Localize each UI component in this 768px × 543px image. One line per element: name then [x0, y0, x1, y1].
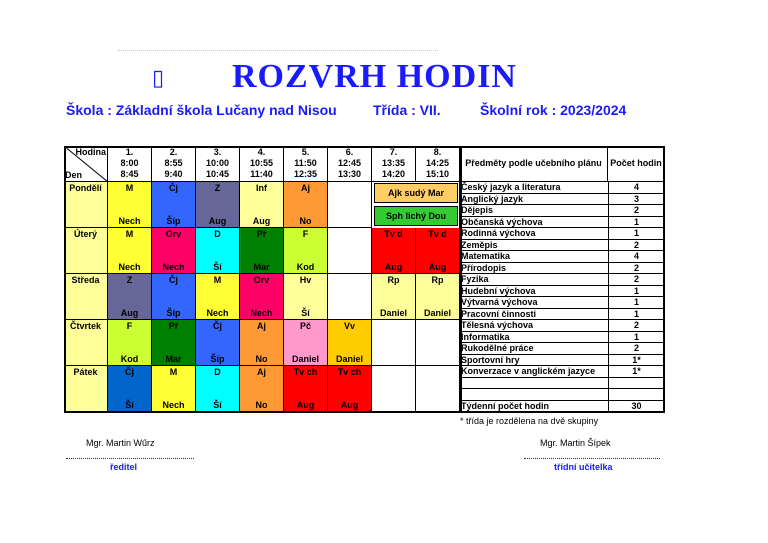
lesson-teacher: No — [255, 400, 268, 410]
plan-hours — [608, 378, 664, 389]
day-label: Středa — [64, 274, 108, 320]
lesson-teacher: Nech — [250, 308, 273, 318]
lesson-subject: Tv d — [428, 229, 447, 239]
lesson-teacher: No — [299, 216, 312, 226]
plan-row — [460, 240, 664, 252]
lesson-cell — [416, 228, 460, 274]
lesson-subject: Aj — [257, 367, 266, 377]
plan-row — [460, 251, 664, 263]
monday-group-lesson: Sph lichý Dou — [374, 206, 458, 226]
lesson-cell — [328, 366, 372, 412]
period-end: 9:40 — [164, 169, 183, 179]
period-start: 11:50 — [294, 158, 317, 168]
period-start: 8:00 — [120, 158, 139, 168]
lesson-teacher: Ší — [213, 262, 222, 272]
lesson-teacher: Nech — [118, 262, 141, 272]
plan-row — [460, 332, 664, 344]
plan-header-count: Počet hodin — [608, 146, 664, 182]
lesson-teacher: Aug — [384, 262, 403, 272]
plan-hours: 1 — [608, 332, 664, 343]
lesson-subject: Př — [256, 229, 267, 239]
lesson-cell — [196, 228, 240, 274]
lesson-subject: D — [214, 367, 221, 377]
lesson-subject: Tv ch — [337, 367, 362, 377]
plan-hours: 2 — [608, 205, 664, 216]
lesson-subject: M — [169, 367, 178, 377]
lesson-cell — [240, 228, 284, 274]
lesson-subject: F — [302, 229, 309, 239]
lesson-cell — [152, 228, 196, 274]
lesson-teacher: Šíp — [166, 216, 181, 226]
lesson-cell — [196, 274, 240, 320]
lesson-teacher: No — [255, 354, 268, 364]
period-header — [108, 146, 152, 182]
lesson-subject: Tv d — [384, 229, 403, 239]
plan-hours: 1* — [608, 366, 664, 377]
lesson-subject: M — [213, 275, 222, 285]
plan-row — [460, 320, 664, 332]
class-name: Třída : VII. — [373, 102, 441, 118]
lesson-teacher: Daniel — [423, 308, 451, 318]
lesson-teacher: Daniel — [379, 308, 407, 318]
period-start: 13:35 — [381, 158, 406, 168]
school-info — [66, 102, 746, 120]
monday-group-lesson: Ajk sudý Mar — [374, 183, 458, 203]
plan-subject: Informatika — [461, 331, 510, 342]
plan-subject: Pracovní činnosti — [461, 308, 537, 319]
plan-row — [460, 217, 664, 229]
plan-hours: 2 — [608, 343, 664, 354]
lesson-cell — [108, 182, 152, 228]
lesson-teacher: Aug — [340, 400, 359, 410]
plan-subject: Zeměpis — [461, 239, 498, 250]
plan-hours: 1 — [608, 228, 664, 239]
day-label: Čtvrtek — [64, 320, 108, 366]
period-end: 12:35 — [293, 169, 318, 179]
teacher-name: Mgr. Martin Šípek — [540, 438, 611, 448]
lesson-cell — [372, 274, 416, 320]
lesson-cell — [284, 182, 328, 228]
lesson-cell — [196, 366, 240, 412]
period-header — [152, 146, 196, 182]
lesson-subject: Čj — [169, 183, 178, 193]
plan-row — [460, 297, 664, 309]
period-header — [240, 146, 284, 182]
top-divider — [118, 50, 438, 51]
period-num: 1. — [125, 147, 134, 157]
lesson-cell — [196, 182, 240, 228]
lesson-teacher: Ší — [125, 400, 134, 410]
lesson-subject: Pč — [299, 321, 311, 331]
period-num: 7. — [389, 147, 398, 157]
plan-subject: Tělesná výchova — [461, 320, 534, 330]
plan-row — [460, 389, 664, 401]
lesson-cell — [152, 320, 196, 366]
lesson-teacher: Nech — [206, 308, 229, 318]
plan-hours: 4 — [608, 251, 664, 262]
plan-hours — [608, 389, 664, 400]
lesson-subject: M — [125, 229, 134, 239]
plan-row — [460, 343, 664, 355]
lesson-teacher: Mar — [253, 262, 270, 272]
period-end: 14:20 — [381, 169, 406, 179]
principal-role: ředitel — [110, 462, 138, 472]
plan-hours: 3 — [608, 194, 664, 205]
period-num: 3. — [213, 147, 222, 157]
period-num: 8. — [433, 147, 442, 157]
plan-hours: 2 — [608, 240, 664, 251]
lesson-cell — [240, 274, 284, 320]
lesson-teacher: Daniel — [335, 354, 363, 364]
lesson-teacher: Šíp — [166, 308, 181, 318]
plan-row — [460, 274, 664, 286]
principal-name: Mgr. Martin Wűrz — [86, 438, 155, 448]
plan-subject: Fyzika — [461, 274, 489, 284]
lesson-subject: Vv — [343, 321, 355, 331]
plan-subject: Rodinná výchova — [461, 228, 536, 238]
plan-hours: 2 — [608, 320, 664, 331]
plan-hours: 1 — [608, 286, 664, 297]
day-label: Pondělí — [64, 182, 108, 228]
lesson-cell — [240, 320, 284, 366]
plan-row — [460, 309, 664, 321]
placeholder-icon: ▯ — [152, 66, 165, 91]
lesson-cell — [416, 366, 460, 412]
period-end: 15:10 — [425, 169, 450, 179]
lesson-cell — [284, 366, 328, 412]
lesson-cell — [152, 182, 196, 228]
lesson-cell — [416, 320, 460, 366]
plan-subject: Anglický jazyk — [461, 193, 524, 204]
lesson-teacher: Nech — [162, 262, 185, 272]
corner-cell — [64, 146, 108, 182]
plan-row — [460, 205, 664, 217]
title-bar — [0, 58, 768, 98]
period-header — [328, 146, 372, 182]
footnote: * třída je rozdělena na dvě skupiny — [460, 416, 599, 426]
lesson-subject: Př — [168, 321, 179, 331]
period-end: 11:40 — [250, 169, 273, 179]
lesson-subject: F — [126, 321, 133, 331]
lesson-teacher: Ší — [213, 400, 222, 410]
period-header — [416, 146, 460, 182]
plan-hours: 1* — [608, 355, 664, 366]
plan-row — [460, 366, 664, 378]
lesson-subject: Rp — [387, 275, 400, 285]
lesson-subject: D — [214, 229, 221, 239]
plan-subject: Občanská výchova — [461, 216, 543, 227]
period-start: 8:55 — [164, 158, 183, 168]
lesson-teacher: Kod — [120, 354, 139, 364]
lesson-cell — [416, 274, 460, 320]
lesson-teacher: Aug — [428, 262, 447, 272]
lesson-subject: Z — [126, 275, 133, 285]
lesson-teacher: Aug — [208, 216, 227, 226]
plan-hours: 2 — [608, 274, 664, 285]
lesson-subject: Aj — [301, 183, 310, 193]
lesson-cell — [108, 366, 152, 412]
lesson-subject: Rp — [431, 275, 444, 285]
plan-row — [460, 378, 664, 390]
period-num: 6. — [345, 147, 354, 157]
plan-hours: 30 — [608, 401, 664, 412]
day-label: Úterý — [64, 228, 108, 274]
lesson-cell — [328, 182, 372, 228]
period-start: 10:55 — [249, 158, 274, 168]
lesson-cell — [284, 228, 328, 274]
lesson-cell — [152, 366, 196, 412]
lesson-teacher: Aug — [252, 216, 271, 226]
lesson-cell — [240, 182, 284, 228]
plan-subject: Český jazyk a literatura — [461, 182, 561, 192]
plan-hours: 4 — [608, 182, 664, 193]
plan-subject: Sportovní hry — [461, 354, 520, 365]
plan-subject: Matematika — [461, 251, 511, 261]
lesson-cell — [328, 228, 372, 274]
period-header — [196, 146, 240, 182]
day-label: Pátek — [64, 366, 108, 412]
lesson-subject: Z — [214, 183, 221, 193]
period-start: 14:25 — [425, 158, 450, 168]
period-end: 13:30 — [337, 169, 362, 179]
lesson-subject: Orv — [253, 275, 270, 285]
plan-header-subjects: Předměty podle učebního plánu — [460, 146, 608, 182]
plan-subject: Týdenní počet hodin — [461, 400, 549, 411]
plan-hours: 1 — [608, 297, 664, 308]
lesson-cell — [108, 274, 152, 320]
lesson-cell — [372, 320, 416, 366]
lesson-teacher: Šíp — [210, 354, 225, 364]
plan-subject: Přírodopis — [461, 262, 507, 273]
teacher-role: třídní učitelka — [554, 462, 613, 472]
period-start: 10:00 — [205, 158, 230, 168]
period-header — [372, 146, 416, 182]
school-year: Školní rok : 2023/2024 — [480, 102, 627, 118]
plan-subject: Hudební výchova — [461, 285, 536, 296]
corner-label-day: Den — [65, 170, 83, 180]
lesson-subject: Inf — [256, 183, 267, 193]
lesson-teacher: Daniel — [291, 354, 319, 364]
period-end: 8:45 — [120, 169, 139, 179]
lesson-cell — [372, 366, 416, 412]
lesson-subject: Aj — [257, 321, 266, 331]
lesson-subject: Tv ch — [293, 367, 318, 377]
page-title: ROZVRH HODIN — [232, 58, 517, 95]
plan-hours: 2 — [608, 263, 664, 274]
lesson-teacher: Nech — [118, 216, 141, 226]
plan-row — [460, 355, 664, 367]
corner-label-period: Hodina — [75, 147, 106, 157]
lesson-subject: Čj — [169, 275, 178, 285]
lesson-cell — [284, 274, 328, 320]
plan-subject: Výtvarná výchova — [461, 297, 538, 307]
lesson-teacher: Aug — [296, 400, 315, 410]
lesson-cell — [328, 320, 372, 366]
period-num: 2. — [169, 147, 178, 157]
lesson-teacher: Aug — [120, 308, 139, 318]
school-name: Škola : Základní škola Lučany nad Nisou — [66, 102, 337, 118]
plan-subject: Dějepis — [461, 205, 494, 215]
plan-subject: Rukodělné práce — [461, 343, 534, 353]
lesson-cell — [328, 274, 372, 320]
lesson-subject: Hv — [299, 275, 312, 285]
lesson-teacher: Nech — [162, 400, 185, 410]
lesson-subject: Čj — [125, 367, 134, 377]
plan-row — [460, 286, 664, 298]
plan-row — [460, 194, 664, 206]
lesson-cell — [372, 228, 416, 274]
lesson-cell — [108, 228, 152, 274]
period-start: 12:45 — [337, 158, 362, 168]
principal-signature-line — [66, 458, 194, 459]
plan-row — [460, 401, 664, 413]
lesson-cell — [196, 320, 240, 366]
plan-row — [460, 263, 664, 275]
period-header — [284, 146, 328, 182]
plan-hours: 1 — [608, 309, 664, 320]
plan-hours: 1 — [608, 217, 664, 228]
plan-row — [460, 182, 664, 194]
lesson-subject: Orv — [165, 229, 182, 239]
lesson-cell — [240, 366, 284, 412]
lesson-teacher: Kod — [296, 262, 315, 272]
lesson-teacher: Mar — [165, 354, 182, 364]
plan-subject: Konverzace v anglickém jazyce — [461, 366, 596, 376]
lesson-cell — [108, 320, 152, 366]
period-num: 4. — [257, 147, 266, 157]
lesson-teacher: Ší — [301, 308, 310, 318]
lesson-cell — [152, 274, 196, 320]
teacher-signature-line — [524, 458, 660, 459]
period-end: 10:45 — [205, 169, 230, 179]
lesson-subject: M — [125, 183, 134, 193]
lesson-subject: Čj — [213, 321, 222, 331]
plan-row — [460, 228, 664, 240]
lesson-cell — [284, 320, 328, 366]
period-num: 5. — [301, 147, 310, 157]
